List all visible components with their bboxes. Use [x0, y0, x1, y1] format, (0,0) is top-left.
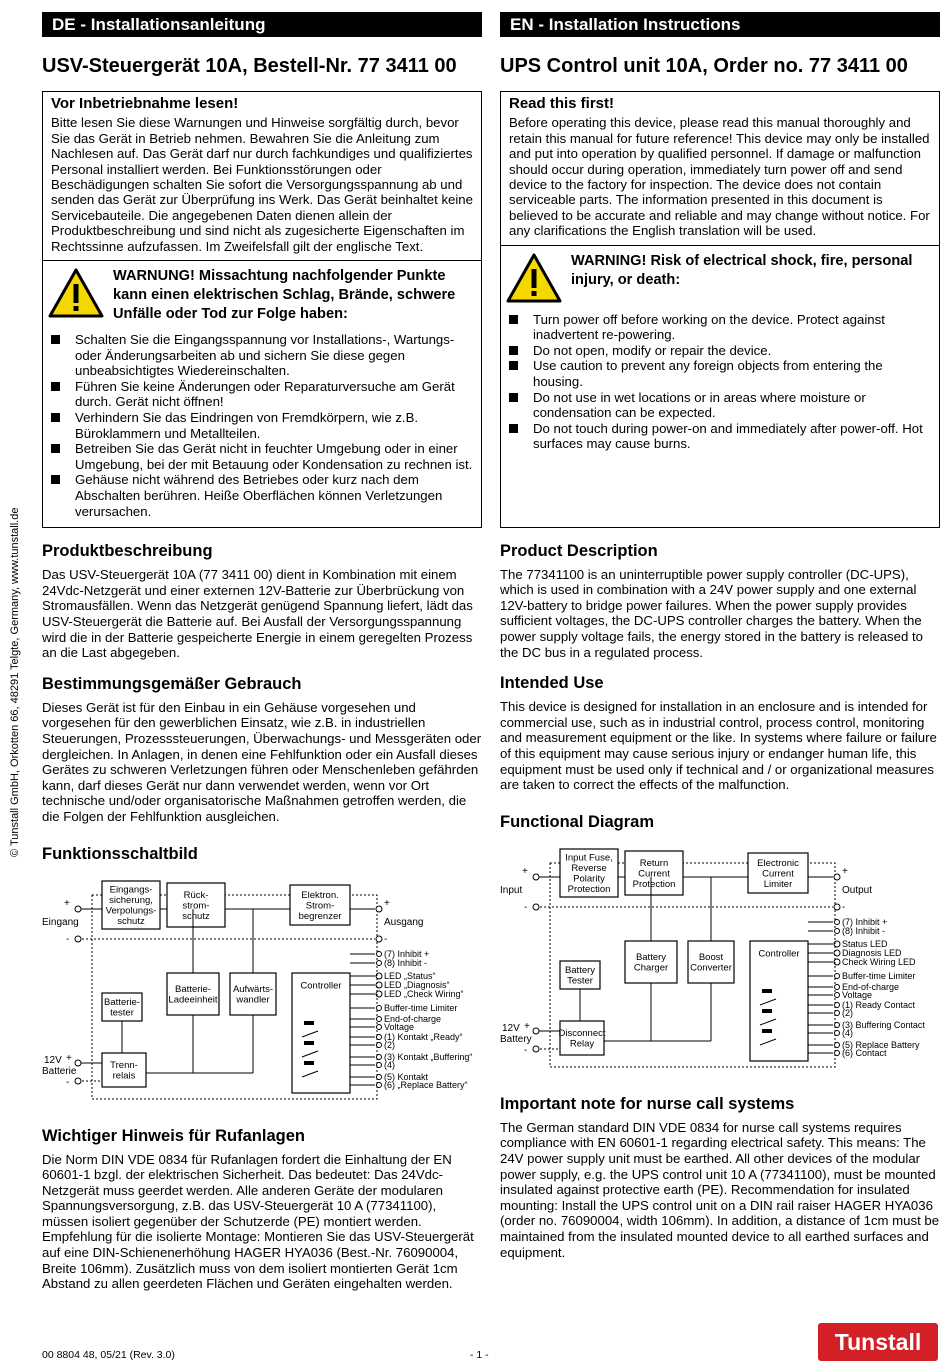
terminal-circle	[533, 904, 539, 910]
diagram-box-label: begrenzer	[298, 910, 342, 922]
terminal-label: End-of-charge	[384, 1013, 442, 1024]
relay-coil-icon	[304, 1021, 314, 1025]
read-first-box-en	[500, 91, 940, 246]
diagram-box-label: Reverse	[571, 862, 607, 874]
led-icon	[834, 950, 840, 956]
diagram-box-label: Current	[762, 868, 794, 880]
list-item: Gehäuse nicht während des Betriebes oder kurz nach dem Abschalten berühren. Heiße Oberflächen können Verletzungen verursachen.	[47, 472, 475, 519]
header-bar-en: EN - Installation Instructions	[500, 12, 940, 37]
diagram-box-label: Tester	[567, 975, 593, 987]
terminal-label: (2)	[384, 1039, 395, 1050]
terminal-label: Status LED	[842, 938, 888, 949]
diagram-box-label: tester	[110, 1007, 134, 1019]
warning-title-de: WARNUNG! Missachtung nachfolgender Punkte kann einen elektrischen Schlag, Brände, schwere Unfälle oder Tod zur Folge haben:	[113, 268, 456, 323]
terminal-circle	[834, 904, 840, 910]
diagram-box-label: Electronic	[757, 857, 799, 869]
terminal-circle	[377, 1005, 382, 1010]
terminal-label: (4)	[842, 1027, 853, 1038]
terminal-circle	[75, 906, 81, 912]
terminal-label: Buffer-time Limiter	[842, 970, 916, 981]
terminal-circle	[834, 874, 840, 880]
nurse-heading-en: Important note for nurse call systems	[500, 1094, 795, 1113]
terminal-label: Diagnosis LED	[842, 947, 902, 958]
battery-plus-sign: +	[66, 1052, 72, 1064]
warning-list-en	[505, 312, 933, 452]
diagram-box-label: Trenn-	[110, 1059, 138, 1071]
battery-label: Battery	[500, 1033, 532, 1045]
relay-coil-icon	[304, 1061, 314, 1065]
column-de	[42, 12, 482, 1292]
output-minus-sign: -	[842, 901, 846, 913]
list-item: Turn power off before working on the device. Protect against inadvertent re-powering.	[505, 312, 933, 343]
terminal-circle	[835, 1002, 840, 1007]
header-bar-de: DE - Installationsanleitung	[42, 12, 482, 37]
terminal-label: (1) Ready Contact	[842, 999, 916, 1010]
terminal-circle	[835, 992, 840, 997]
footer-page-number: - 1 -	[470, 1349, 489, 1361]
column-en	[500, 12, 940, 1260]
diagram-box-label: Polarity	[573, 873, 605, 885]
diagram-box-label: Battery	[564, 964, 596, 976]
terminal-circle	[377, 1074, 382, 1079]
terminal-label: (5) Replace Battery	[842, 1039, 920, 1050]
terminal-label: End-of-charge	[842, 981, 900, 992]
warning-triangle-icon	[47, 267, 105, 319]
input-minus-sign: -	[66, 933, 70, 945]
warning-list-de	[47, 332, 475, 519]
product-heading-en: Product Description	[500, 541, 658, 560]
terminal-label: (3) Buffering Contact	[842, 1019, 925, 1030]
read-first-heading-de: Vor Inbetriebnahme lesen!	[51, 95, 239, 112]
diagram-box-label: Batterie-	[104, 996, 140, 1008]
terminal-circle	[377, 960, 382, 965]
list-item: Do not use in wet locations or in areas where moisture or condensation can be expected.	[505, 390, 933, 421]
terminal-circle	[533, 1046, 539, 1052]
relay-coil-icon	[762, 1009, 772, 1013]
terminal-circle	[377, 1024, 382, 1029]
battery-minus-sign: -	[524, 1044, 528, 1056]
warning-triangle-icon	[505, 252, 563, 304]
terminal-label: (6) Contact	[842, 1047, 887, 1058]
intro-text-en: Before operating this device, please read this manual thoroughly and retain this manual for future reference! This device may only be installed and put into operation by qualified personnel. If damage or malfunction should occur during operation, immediately turn power off and send device to the factory for inspection. The device does not contain serviceable parts. The information presented in this document is believed to be accurate and reliable and may change without notice. For any clarifications the English translation will be used.	[509, 115, 930, 239]
diagram-box-label: sicherung,	[109, 894, 153, 906]
diagram-box-label: Protection	[567, 883, 611, 895]
diagram-box-label: Input Fuse,	[565, 852, 613, 864]
diagram-box-label: Verpolungs-	[105, 905, 157, 917]
title-en: UPS Control unit 10A, Order no. 77 3411 00	[500, 55, 908, 77]
diagram-canvas	[42, 873, 482, 1113]
terminal-label: (6) „Replace Battery“	[384, 1079, 468, 1090]
diagram-box-label: Boost	[698, 951, 724, 963]
terminal-circle	[835, 973, 840, 978]
terminal-circle	[377, 1016, 382, 1021]
diagram-box-label: wandler	[236, 994, 270, 1006]
terminal-label: (8) Inhibit -	[842, 925, 886, 936]
diagram-box-label: Charger	[633, 962, 669, 974]
diagram-box-label: Batterie-	[175, 983, 211, 995]
side-copyright: © Tunstall GmbH, Orkotten 66, 48291 Telgte, Germany, www.tunstall.de	[9, 507, 21, 857]
battery-minus-sign: -	[66, 1076, 70, 1088]
list-item: Do not open, modify or repair the device.	[505, 343, 933, 359]
title-de: USV-Steuergerät 10A, Bestell-Nr. 77 3411 00	[42, 55, 457, 77]
terminal-circle	[376, 936, 382, 942]
product-heading-de: Produktbeschreibung	[42, 542, 213, 561]
diagram-box-label: Elektron.	[301, 889, 339, 901]
diagram-heading-de: Funktionsschaltbild	[42, 844, 198, 863]
use-text-en: This device is designed for installation in an enclosure and is intended for commercial use, such as in industrial control, process control, monitoring and measurement equipment or the like. In systems where failure or failure of this equipment may cause serious injury or endanger human life, this equipment must be used only if technical and / or organizational measures are taken to correct the effects of the malfunction.	[500, 699, 937, 793]
nurse-text-en: The German standard DIN VDE 0834 for nurse call systems requires compliance with EN 60601-1 regarding electrical safety. This means: The 24V power supply unit must be earthed. All other devices of the modular power supply, e.g. the UPS control unit 10 A (77341100), must be mounted insulated against protective earth (PE). Recommendation for insulated mounting: Install the UPS control unit on a DIN rail raiser HAGER HYA036 (order no. 76090004, width 106mm). In addition, a distance of 1cm must be maintained from the insulated mounted device to all earthed surfaces and equipment.	[500, 1119, 940, 1260]
read-first-box-de	[42, 91, 482, 261]
read-first-heading-en: Read this first!	[509, 95, 615, 112]
relay-coil-icon	[762, 1029, 772, 1033]
terminal-label: (4)	[384, 1059, 395, 1070]
use-text-de: Dieses Gerät ist für den Einbau in ein Gehäuse vorgesehen und vorgesehen für den gewerblichen Einsatz, wie z.B. in industriellen Steuerungen, Prozesssteuerungen, Überwachungs- und Messgeräten oder dergleichen. In Anlagen, in denen eine Fehlfunktion oder ein Ausfall dieses Gerätes zu schweren Verletzungen führen oder Menschenleben gefährden kann, darf dieses Gerät nur dann verwendet werden, wenn vor Ort technische und/oder organisatorische Maßnahmen getroffen werden, die die Folgen der Fehlfunktion ausgleichen.	[42, 699, 482, 824]
input-label: Input	[500, 884, 523, 896]
diagram-box-label: Battery	[635, 951, 667, 963]
terminal-circle	[377, 1034, 382, 1039]
terminal-circle	[835, 1022, 840, 1027]
terminal-label: LED „Status“	[384, 970, 436, 981]
terminal-label: (2)	[842, 1007, 853, 1018]
product-text-en: The 77341100 is an uninterruptible power supply controller (DC-UPS), which is used in combination with a 24V power supply and one external 12V-battery to bridge power failures. When the power supply provides sufficient voltages, the DC-UPS controller charges the battery. When the power supply voltage fails, the energy stored in the battery is released to the DC bus in a regulated process.	[500, 566, 923, 660]
diagram-box-label: Disconnect	[558, 1027, 606, 1039]
output-label: Ausgang	[384, 916, 424, 928]
diagram-box-label: schutz	[182, 910, 210, 922]
terminal-circle	[377, 951, 382, 956]
diagram-box-label: Current	[638, 868, 670, 880]
relay-coil-icon	[304, 1041, 314, 1045]
input-plus-sign: +	[64, 897, 70, 909]
battery-label: 12V	[502, 1022, 520, 1034]
terminal-circle	[75, 1078, 81, 1084]
output-plus-sign: +	[384, 897, 390, 909]
footer-doc-number: 00 8804 48, 05/21 (Rev. 3.0)	[42, 1349, 175, 1361]
terminal-label: Check Wiring LED	[842, 956, 916, 967]
diagram-box-label: Controller	[300, 979, 342, 991]
input-label: Eingang	[42, 916, 79, 928]
terminal-label: (7) Inhibit +	[384, 948, 430, 959]
list-item: Use caution to prevent any foreign objects from entering the housing.	[505, 358, 933, 389]
diagram-box-label: Limiter	[763, 878, 793, 890]
relay-coil-icon	[762, 989, 772, 993]
input-minus-sign: -	[524, 901, 528, 913]
led-icon	[376, 982, 382, 988]
diagram-box-label: schutz	[117, 915, 145, 927]
terminal-circle	[835, 1010, 840, 1015]
battery-label: Batterie	[42, 1065, 77, 1077]
terminal-circle	[835, 919, 840, 924]
battery-plus-sign: +	[524, 1020, 530, 1032]
list-item: Schalten Sie die Eingangsspannung vor Installations-, Wartungs- oder Änderungsarbeiten ab und sichern Sie diese gegen unbeabsichtigtes Wiedereinschalten.	[47, 332, 475, 379]
diagram-box-label: Controller	[758, 948, 800, 960]
terminal-circle	[835, 1042, 840, 1047]
terminal-label: LED „Check Wiring“	[384, 988, 464, 999]
diagram-box-label: Return	[639, 857, 669, 869]
nurse-heading-de: Wichtiger Hinweis für Rufanlagen	[42, 1126, 305, 1145]
diagram-box-label: strom-	[182, 899, 210, 911]
diagram-box-label: Relay	[569, 1038, 595, 1050]
warning-box-en	[500, 246, 940, 528]
nurse-text-de: Die Norm DIN VDE 0834 für Rufanlagen fordert die Einhaltung der EN 60601-1 bzgl. der elektrischen Sicherheit. Das bedeutet: Das 24Vdc-Netzgerät muss geerdet werden. Alle anderen Geräte der modularen Spannungsversorgung, z.B. das USV-Steuergerät 10 A (77341100), müssen isoliert gegenüber der Schutzerde (PE) montiert werden. Empfehlung für die isolierte Montage: Montieren Sie das USV-Steuergerät auf eine DIN-Schienenerhöhung HAGER HYA036 (Best.-Nr. 76090004, Breite 106mm). Zusätzlich muss von dem isoliert montierten Gerät 1cm Abstand zu allen geerdeten Flächen und Geräten eingehalten werden.	[42, 1151, 474, 1292]
functional-diagram-de	[42, 873, 482, 1113]
battery-label: 12V	[44, 1054, 62, 1066]
terminal-circle	[377, 1062, 382, 1067]
terminal-circle	[377, 1054, 382, 1059]
terminal-label: (7) Inhibit +	[842, 916, 888, 927]
terminal-circle	[835, 1030, 840, 1035]
terminal-label: Buffer-time Limiter	[384, 1002, 458, 1013]
list-item: Do not touch during power-on and immediately after power-off. Hot surfaces may cause burns.	[505, 421, 933, 452]
product-text-de: Das USV-Steuergerät 10A (77 3411 00) dient in Kombination mit einem 24Vdc-Netzgerät und einer externen 12V-Batterie zur Überbrückung von Stromausfällen. Wenn das Netzgerät genügend Spannung liefert, lädt das USV-Steuergerät die Batterie auf. Bei Ausfall der Versorgungsspannung wird die in der Batterie gespeicherte Energie in einem geregelten Prozess an die Last abgegeben.	[42, 567, 473, 661]
diagram-box-label: Strom-	[305, 899, 335, 911]
terminal-circle	[533, 874, 539, 880]
list-item: Betreiben Sie das Gerät nicht in feuchter Umgebung oder in einer Umgebung, bei der mit Betauung oder Kondensation zu rechnen ist.	[47, 441, 475, 472]
terminal-circle	[835, 928, 840, 933]
diagram-box-label: Aufwärts-	[232, 983, 274, 995]
output-plus-sign: +	[842, 865, 848, 877]
terminal-circle	[533, 1028, 539, 1034]
diagram-box-label: relais	[112, 1070, 136, 1082]
diagram-box-label: Converter	[690, 962, 732, 974]
terminal-label: (5) Kontakt	[384, 1071, 429, 1082]
terminal-circle	[835, 984, 840, 989]
functional-diagram-en	[500, 841, 940, 1081]
diagram-heading-en: Functional Diagram	[500, 812, 655, 831]
terminal-circle	[835, 1050, 840, 1055]
terminal-label: (3) Kontakt „Buffering“	[384, 1051, 473, 1062]
terminal-circle	[377, 1082, 382, 1087]
terminal-circle	[377, 1042, 382, 1047]
use-heading-en: Intended Use	[500, 674, 604, 693]
warning-title-en: WARNING! Risk of electrical shock, fire, personal injury, or death:	[571, 252, 913, 288]
use-heading-de: Bestimmungsgemäßer Gebrauch	[42, 674, 302, 693]
terminal-label: (1) Kontakt „Ready“	[384, 1031, 463, 1042]
terminal-label: (8) Inhibit -	[384, 957, 428, 968]
input-plus-sign: +	[522, 865, 528, 877]
output-minus-sign: -	[384, 933, 388, 945]
terminal-label: LED „Diagnosis“	[384, 979, 450, 990]
diagram-box-label: Ladeeinheit	[168, 994, 218, 1006]
terminal-circle	[75, 936, 81, 942]
diagram-canvas	[500, 841, 940, 1081]
output-label: Output	[842, 884, 873, 896]
diagram-box-label: Rück-	[183, 889, 209, 901]
diagram-box-label: Protection	[632, 878, 676, 890]
terminal-label: Voltage	[842, 989, 873, 1000]
terminal-circle	[376, 906, 382, 912]
warning-box-de	[42, 261, 482, 528]
terminal-label: Voltage	[384, 1021, 415, 1032]
tunstall-logo: Tunstall	[818, 1323, 938, 1361]
list-item: Verhindern Sie das Eindringen von Fremdkörpern, wie z.B. Büroklammern und Metallteilen.	[47, 410, 475, 441]
diagram-box-label: Eingangs-	[109, 884, 153, 896]
intro-text-de: Bitte lesen Sie diese Warnungen und Hinweise sorgfältig durch, bevor Sie das Gerät in Betrieb nehmen. Bewahren Sie die Anleitung zum Nachlesen auf. Das Gerät darf nur durch fachkundiges und qualifiziertes Personal installiert werden. Bei Funktionsstörungen oder Beschädigungen schalten Sie sofort die Versorgungsspannung ab und senden das Gerät zur Überprüfung ins Werk. Das Gerät beinhaltet keine Servicebauteile. Die angegebenen Daten dienen allein der Produktbeschreibung und sind nicht als zugesicherte Eigenschaften im Rechtssinne aufzufassen. Im Zweifelsfall gilt der englische Text.	[51, 115, 473, 254]
list-item: Führen Sie keine Änderungen oder Reparaturversuche am Gerät durch. Gerät nicht öffnen!	[47, 379, 475, 410]
